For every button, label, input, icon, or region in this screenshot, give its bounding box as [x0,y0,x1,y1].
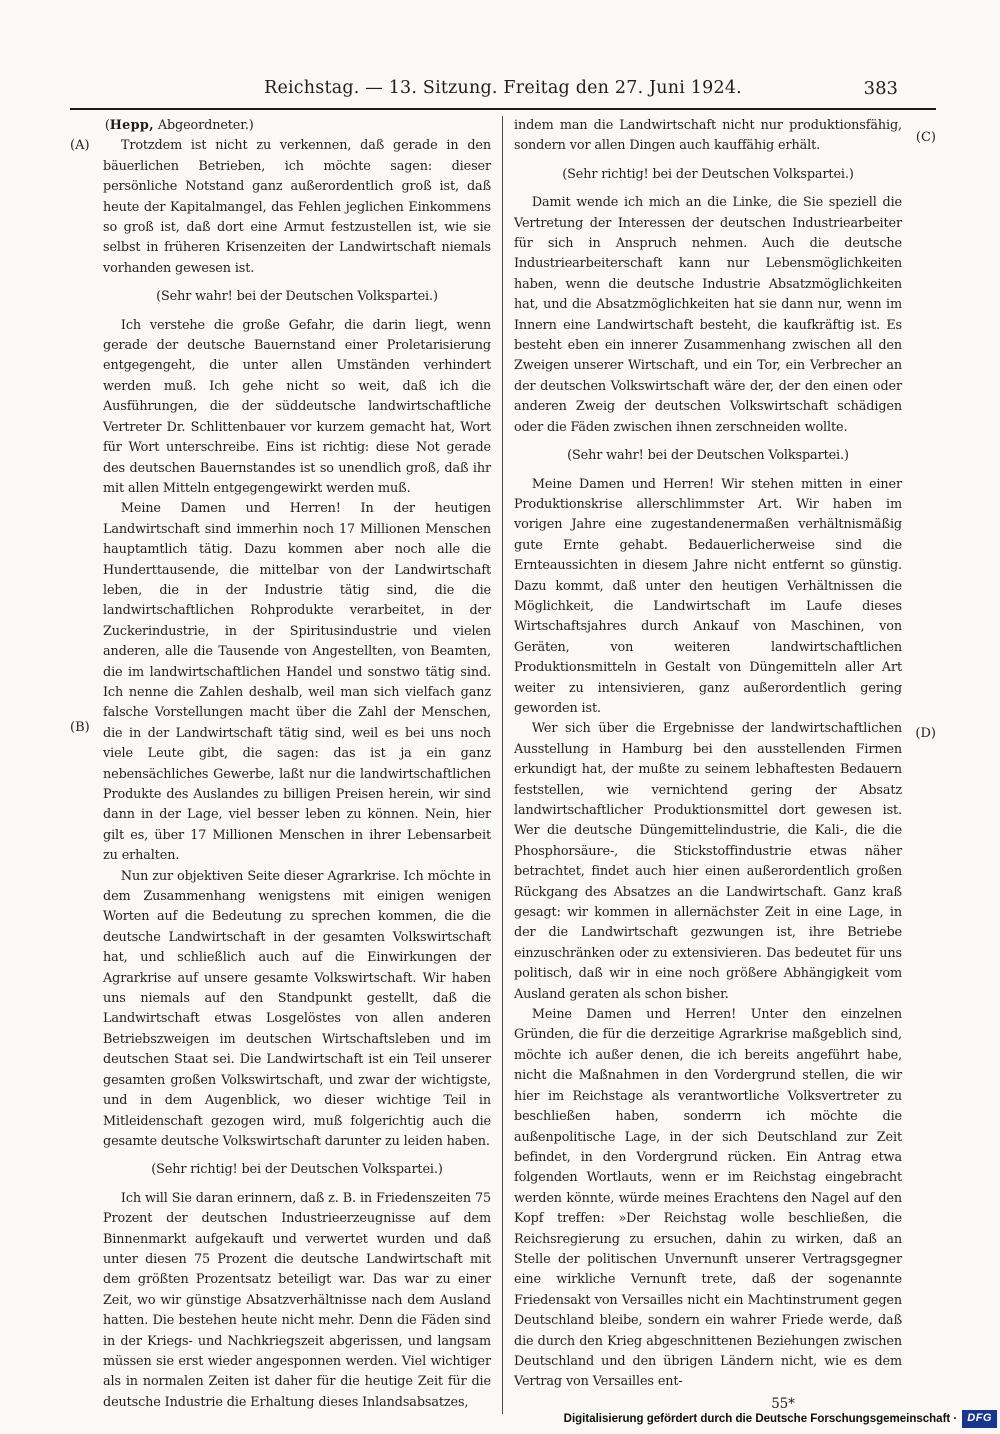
margin-marker-a: (A) [70,138,90,153]
speaker-line: (Hepp, Abgeordneter.) [104,118,254,133]
paragraph: Meine Damen und Herren! Unter den einzelnen Gründen, die für die derzeitige Agrarkrise maßgeblich sind, möchte ich außer denen, die ich bereits angeführt habe, nicht die Maßnahmen in den Vordergrund stellen, die wir hier im Reichstage als verantwortliche Volksvertreter zu beschließen haben, sonderrn ich möchte die außenpolitische Lage, in der sich Deutschland zur Zeit befindet, in den Vordergrund rücken. Ein Antrag etwa folgenden Wortlauts, wenn er im Reichstag eingebracht werden könnte, würde meines Erachtens den Nagel auf den Kopf treffen: »Der Reichstag wolle beschließen, die Reichsregierung zu ersuchen, dahin zu wirken, daß an Stelle der politischen Unvernunft unserer Vertragsgegner eine wirkliche Vernunft trete, daß der sogenannte Friedensakt von Versailles nicht ein Machtinstrument gegen Deutschland bleibe, sondern ein wahrer Friede werde, daß die durch den Krieg abgeschnittenen Beziehungen zwischen Deutschland und den übrigen Ländern nicht, wie es dem Vertrag von Versailles ent- [514,1007,902,1390]
interjection: (Sehr richtig! bei der Deutschen Volkspartei.) [562,166,854,182]
signature-mark: 55* [771,1395,795,1412]
left-margin-gutter [70,116,103,1414]
margin-marker-b: (B) [70,720,90,735]
paragraph: Nun zur objektiven Seite dieser Agrarkrise. Ich möchte in dem Zusammenhang wenigstens mit einigen wenigen Worten auf die Bedeutung zu sprechen kommen, die die deutsche Landwirtschaft in der gesamten Volkswirtschaft hat, und schließlich auch auf die Einwirkungen der Agrarkrise auf unsere gesamte Volkswirtschaft. Wir haben uns niemals auf den Standpunkt gestellt, daß die Landwirtschaft etwas Losgelöstes von allen anderen Betriebszweigen im deutschen Wirtschaftsleben und im deutschen Staat sei. Die Landwirtschaft ist ein Teil unserer gesamten großen Volkswirtschaft, und zwar der wichtigste, und in dem Augenblick, wo dieser wichtige Teil in Mitleidenschaft gezogen wird, muß folgerichtig auch die gesamte deutsche Volkswirtschaft darunter zu leiden haben. [103,868,491,1149]
paragraph: Ich will Sie daran erinnern, daß z. B. in Friedenszeiten 75 Prozent der deutschen Industrieerzeugnisse auf dem Binnenmarkt aufgekauft und verwertet wurden und daß unter diesen 75 Prozent die deutsche Landwirtschaft mit dem größten Prozentsatz beteiligt war. Das war zu einer Zeit, wo wir günstige Absatzverhältnisse nach dem Ausland hatten. Die bestehen heute nicht mehr. Denn die Fäden sind in der Kriegs- und Nachkriegszeit abgerissen, und langsam müssen sie erst wieder angesponnen werden. Viel wichtiger als in normalen Zeiten ist daher für die heutige Zeit für die deutsche Industrie die Erhaltung dieses Inlandsabsatzes, [103,1190,491,1410]
margin-marker-d: (D) [915,726,936,741]
right-margin-gutter [902,116,935,1414]
footer-credit-text: Digitalisierung gefördert durch die Deutsche Forschungsgemeinschaft · [563,1413,958,1425]
column-divider [502,116,503,1414]
two-column-text [70,110,936,1414]
paragraph: Ich verstehe die große Gefahr, die darin liegt, wenn gerade der deutsche Bauernstand einer Proletarisierung entgegengeht, die unter allen Umständen verhindert werden muß. Ich gehe nicht so weit, daß ich die Ausführungen, die der süddeutsche landwirtschaftliche Vertreter Dr. Schlittenbauer vor kurzem gemacht hat, Wort für Wort unterschreibe. Eins ist richtig: diese Not gerade des deutschen Bauernstandes ist so unendlich groß, daß ihr mit allen Mitteln entgegengewirkt werden muß. [103,317,491,496]
page-header [70,78,936,106]
margin-marker-c: (C) [915,130,936,145]
paragraph: Wer sich über die Ergebnisse der landwirtschaftlichen Ausstellung in Hamburg bei den ausstellenden Firmen erkundigt hat, der mußte zu seinem lebhaftesten Bedauern feststellen, wie vernichtend gering der Absatz landwirtschaftlicher Produktionsmittel dort gewesen ist. Wer die deutsche Düngemittelindustrie, die Kali-, die die Phosphorsäure-, die Stickstoffindustrie etwas näher betrachtet, findet auch hier einen außerordentlich großen Rückgang des Absatzes an die Landwirtschaft. Ganz kraß gesagt: wir kommen in allernächster Zeit in eine Lage, in der die Landwirtschaft gezwungen ist, ihre Betriebe einzuschränken oder zu extensivieren. Das bedeutet für uns politisch, daß wir in eine noch größere Abhängigkeit vom Ausland geraten als schon bisher. [514,721,902,1002]
paragraph: Meine Damen und Herren! Wir stehen mitten in einer Produktionskrise allerschlimmster Art. Wir haben im vorigen Jahre eine zugestandenermaßen verhältnismäßig gute Ernte gehabt. Bedauerlicherweise sind die Ernteaussichten in diesem Jahre nicht entfernt so günstig. Dazu kommt, daß unter den heutigen Verhältnissen die Möglichkeit, die Landwirtschaft im Laufe dieses Wirtschaftsjahres durch Ankauf von Maschinen, von Geräten, von weiteren landwirtschaftlichen Produktionsmitteln in Gestalt von Düngemitteln aller Art weiter zu intensivieren, ganz außerordentlich gering geworden ist. [514,476,902,716]
interjection: (Sehr richtig! bei der Deutschen Volkspartei.) [151,1162,443,1178]
dfg-logo: DFG [962,1410,997,1428]
interjection: (Sehr wahr! bei der Deutschen Volkspartei.) [567,448,849,464]
paragraph: Damit wende ich mich an die Linke, die Sie speziell die Vertretung der Interessen der deutschen Industriearbeiter für sich in Anspruch nehmen. Auch die deutsche Industriearbeiterschaft kann nur Lebensmöglichkeiten haben, wenn die deutsche Industrie Absatzmöglichkeiten hat, und die Absatzmöglichkeiten hat sie dann nur, wenn im Innern eine Landwirtschaft besteht, die kaufkräftig ist. Es besteht eben ein innerer Zusammenhang zwischen all den Zweigen unserer Wirtschaft, und ein Tor, ein Verbrecher an der deutschen Volkswirtschaft wäre der, der den einen oder anderen Zweig der deutschen Volkswirtschaft schädigen oder die Fäden zwischen ihnen zerschneiden wollte. [514,195,902,435]
speaker-name: Hepp, [109,118,154,133]
interjection: (Sehr wahr! bei der Deutschen Volkspartei.) [156,289,438,305]
header-title: Reichstag. — 13. Sitzung. Freitag den 27. Juni 1924. [264,78,742,98]
paragraph: Meine Damen und Herren! In der heutigen Landwirtschaft sind immerhin noch 17 Millionen Menschen hauptamtlich tätig. Dazu kommen aber noch alle die Hunderttausende, die mittelbar von der Landwirtschaft leben, die in der Industrie tätig sind, die die landwirtschaftlichen Rohprodukte verarbeitet, in der Zuckerindustrie, in der Spiritusindustrie und vielen anderen, alle die Tausende von Angestellten, von Beamten, die im landwirtschaftlichen Handel und sonstwo tätig sind. Ich nenne die Zahlen deshalb, weil man sich vielfach ganz falsche Vorstellungen macht über die Zahl der Menschen, die in der Landwirtschaft tätig sind, weil es bei uns noch viele Leute gibt, die sagen: das ist ja ein ganz nebensächliches Gewerbe, laßt nur die landwirtschaftlichen Produkte des Auslandes zu billigen Preisen herein, wir sind dann in der Lage, viel besser leben zu können. Nein, hier gilt es, über 17 Millionen Menschen in ihrer Lebensarbeit zu erhalten. [103,501,491,864]
left-column [103,116,491,1414]
paragraph: indem man die Landwirtschaft nicht nur produktionsfähig, sondern vor allen Dingen auch kauffähig erhält. [514,118,902,154]
right-column [514,116,902,1414]
paragraph: Trotzdem ist nicht zu verkennen, daß gerade in den bäuerlichen Betrieben, ich möchte sagen: dieser persönliche Notstand ganz außerordentlich groß ist, daß heute der Kapitalmangel, das Fehlen jeglichen Einkommens so groß ist, daß dort eine Armut festzustellen ist, wie sie selbst in früheren Krisenzeiten der Landwirtschaft niemals vorhanden gewesen ist. [103,138,491,276]
digitization-footer [564,1410,997,1428]
scan-content-area [70,78,936,1414]
page-number: 383 [863,78,898,99]
